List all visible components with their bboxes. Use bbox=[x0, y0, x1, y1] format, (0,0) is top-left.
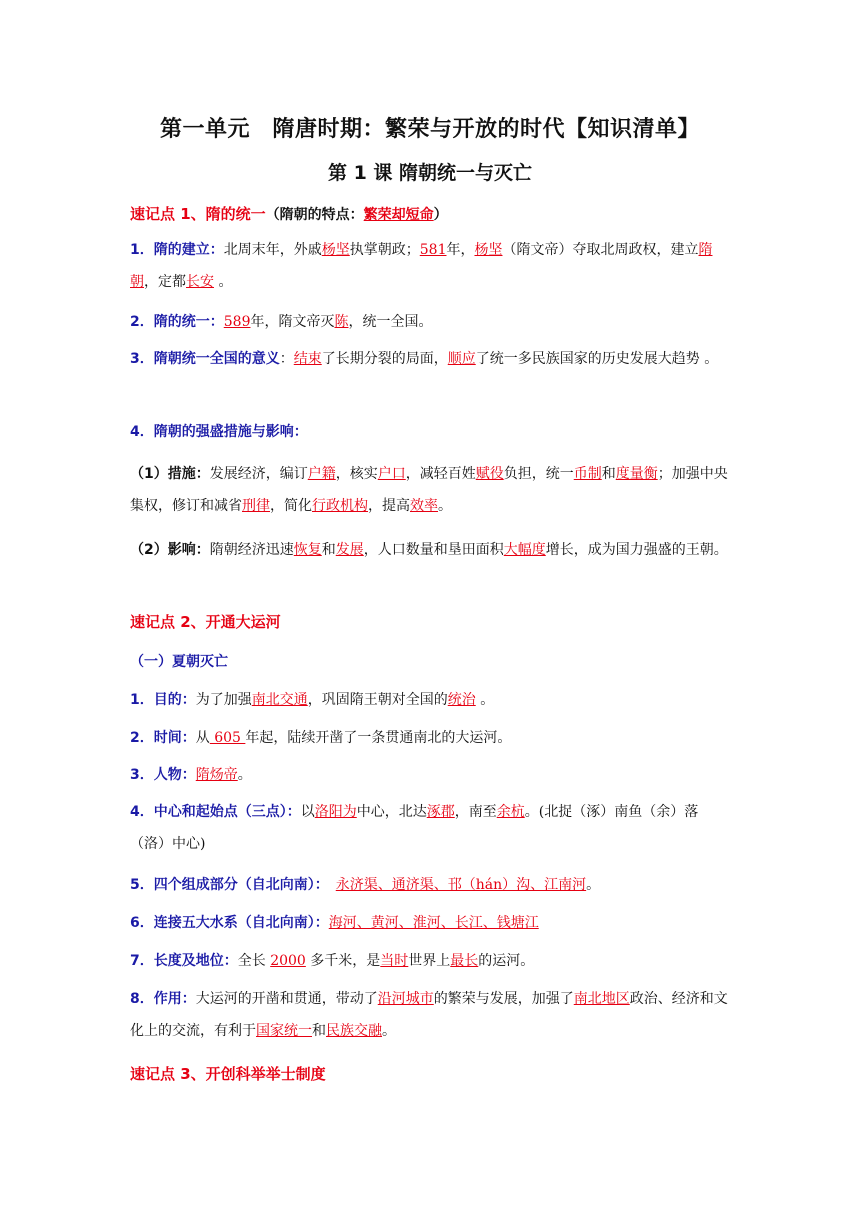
text: 多千米，是 bbox=[305, 953, 381, 969]
canal-time bbox=[130, 722, 732, 754]
item-label: 8．作用： bbox=[130, 991, 196, 1007]
text: 和 bbox=[312, 1023, 326, 1039]
item-unification-significance bbox=[130, 343, 732, 375]
text: 。 bbox=[475, 692, 495, 708]
answer: 币制 bbox=[573, 466, 602, 482]
answer: 恢复 bbox=[293, 542, 322, 558]
point-1-note-open: （隋朝的特点： bbox=[265, 207, 364, 223]
answer: 涿郡 bbox=[426, 804, 455, 820]
answer: 顺应 bbox=[447, 351, 476, 367]
answer: 洛阳为 bbox=[314, 804, 357, 820]
text: 了统一多民族国家的历史发展大趋势 。 bbox=[475, 351, 719, 367]
answer: 民族交融 bbox=[326, 1023, 382, 1039]
item-label: 3．隋朝统一全国的意义 bbox=[130, 351, 280, 367]
lesson-title: 第 1 课 隋朝统一与灭亡 bbox=[327, 162, 533, 184]
item-label: 2．隋的统一： bbox=[130, 314, 224, 330]
text: ，人口数量和垦田面积 bbox=[363, 542, 504, 558]
answer: 度量衡 bbox=[615, 466, 658, 482]
canal-length bbox=[130, 945, 732, 977]
item-label: 4．隋朝的强盛措施与影响： bbox=[130, 424, 308, 440]
text: ，简化 bbox=[270, 498, 312, 514]
answer: 当时 bbox=[380, 953, 409, 969]
canal-purpose bbox=[130, 684, 732, 716]
point-1-note-close: ） bbox=[433, 207, 448, 223]
canal-five-rivers bbox=[130, 907, 732, 939]
point-1-title: 速记点 1、隋的统一 bbox=[130, 205, 266, 223]
answer: 大幅度 bbox=[503, 542, 546, 558]
answer: 结束 bbox=[293, 351, 322, 367]
answer: 统治 bbox=[447, 692, 476, 708]
text: 年， bbox=[446, 242, 475, 258]
answer: 行政机构 bbox=[312, 498, 368, 514]
text: 政治、经济和文化上的交流，有利于 bbox=[130, 991, 728, 1039]
text: 世界上 bbox=[408, 953, 451, 969]
text: ，定都 bbox=[144, 274, 186, 290]
answer: 海河、黄河、淮河、长江、钱塘江 bbox=[328, 915, 539, 931]
canal-center-points bbox=[130, 796, 732, 860]
text: 。 bbox=[438, 498, 452, 514]
text: ，核实 bbox=[335, 466, 378, 482]
text: 。 bbox=[214, 274, 233, 290]
answer: 杨坚 bbox=[474, 242, 503, 258]
item-label: 7．长度及地位： bbox=[130, 953, 238, 969]
canal-four-parts bbox=[130, 869, 732, 901]
text: 大运河的开凿和贯通，带动了 bbox=[195, 991, 378, 1007]
text: ，提高 bbox=[368, 498, 410, 514]
answer: 户口 bbox=[377, 466, 406, 482]
text: 和 bbox=[601, 466, 616, 482]
item-label: 5．四个组成部分（自北向南）： bbox=[130, 877, 322, 893]
point-2-heading bbox=[130, 606, 732, 639]
item-label: 2．时间： bbox=[130, 730, 196, 746]
text: 了长期分裂的局面， bbox=[321, 351, 448, 367]
answer: 南北地区 bbox=[573, 991, 630, 1007]
text: 执掌朝政； bbox=[349, 242, 420, 258]
text: ，统一全国。 bbox=[348, 314, 433, 330]
answer: 589 bbox=[223, 314, 251, 330]
point-3-title: 速记点 3、开创科举举士制度 bbox=[130, 1065, 326, 1083]
answer: 发展 bbox=[335, 542, 364, 558]
text: 北周末年，外戚 bbox=[223, 242, 322, 258]
item-sui-unification bbox=[130, 306, 732, 338]
text: ： bbox=[279, 351, 294, 367]
item-label: （2）影响： bbox=[130, 542, 210, 558]
text: 以 bbox=[300, 804, 315, 820]
point-2-title: 速记点 2、开通大运河 bbox=[130, 613, 281, 631]
text: 负担，统一 bbox=[503, 466, 574, 482]
item-measures bbox=[130, 458, 732, 522]
answer: 隋炀帝 bbox=[195, 767, 238, 783]
text: 为了加强 bbox=[195, 692, 252, 708]
text: 年，隋文帝灭 bbox=[250, 314, 335, 330]
item-label: 1．目的： bbox=[130, 692, 196, 708]
text bbox=[322, 877, 336, 893]
text: 年起，陆续开凿了一条贯通南北的大运河。 bbox=[245, 730, 512, 746]
text: （隋文帝）夺取北周政权，建立 bbox=[502, 242, 699, 258]
answer: 户籍 bbox=[307, 466, 336, 482]
answer: 2000 bbox=[270, 953, 306, 969]
item-label: 1．隋的建立： bbox=[130, 242, 224, 258]
text: 隋朝经济迅速 bbox=[209, 542, 294, 558]
text: 的繁荣与发展，加强了 bbox=[433, 991, 574, 1007]
text: 增长，成为国力强盛的王朝。 bbox=[545, 542, 728, 558]
point-1-note-emphasis: 繁荣却短命 bbox=[363, 207, 434, 223]
text: 。(北捉（涿）南鱼（余）落（洛）中心) bbox=[130, 804, 699, 852]
text: ，南至 bbox=[454, 804, 497, 820]
item-sui-founding bbox=[130, 234, 732, 298]
point-1-heading bbox=[130, 198, 732, 231]
answer: 南北交通 bbox=[251, 692, 308, 708]
text: 和 bbox=[321, 542, 336, 558]
text: ；加强中央集权，修订和减省 bbox=[130, 466, 728, 514]
answer: 沿河城市 bbox=[377, 991, 434, 1007]
answer: 永济渠、通济渠、邗（hán）沟、江南河 bbox=[335, 877, 587, 893]
item-prosperity-measures bbox=[130, 416, 732, 448]
answer: 杨坚 bbox=[321, 242, 350, 258]
item-label: （1）措施： bbox=[130, 466, 210, 482]
answer: 605 bbox=[209, 730, 246, 746]
answer: 刑律 bbox=[242, 498, 270, 514]
answer: 长安 bbox=[186, 274, 214, 290]
point-2-subheading bbox=[130, 646, 732, 678]
text: 。 bbox=[237, 767, 252, 783]
item-influence bbox=[130, 534, 732, 566]
answer: 效率 bbox=[410, 498, 438, 514]
text: ，减轻百姓 bbox=[405, 466, 476, 482]
subheading: （一）夏朝灭亡 bbox=[130, 654, 228, 670]
text: 的运河。 bbox=[478, 953, 535, 969]
unit-title: 第一单元 隋唐时期：繁荣与开放的时代【知识清单】 bbox=[159, 117, 700, 142]
text: 从 bbox=[195, 730, 210, 746]
text: 中心，北达 bbox=[356, 804, 427, 820]
item-label: 4．中心和起始点（三点）： bbox=[130, 804, 301, 820]
text: 发展经济，编订 bbox=[209, 466, 308, 482]
answer: 陈 bbox=[334, 314, 349, 330]
text: 。 bbox=[382, 1023, 396, 1039]
item-label: 3．人物： bbox=[130, 767, 196, 783]
text: 全长 bbox=[237, 953, 271, 969]
answer: 赋役 bbox=[475, 466, 504, 482]
item-label: 6．连接五大水系（自北向南）： bbox=[130, 915, 329, 931]
answer: 581 bbox=[419, 242, 447, 258]
answer: 国家统一 bbox=[256, 1023, 312, 1039]
point-3-heading bbox=[130, 1058, 732, 1091]
answer: 隋朝 bbox=[130, 242, 713, 290]
text: ，巩固隋王朝对全国的 bbox=[307, 692, 448, 708]
text: 。 bbox=[586, 877, 601, 893]
canal-effect bbox=[130, 983, 732, 1047]
canal-person bbox=[130, 759, 732, 791]
answer: 最长 bbox=[450, 953, 479, 969]
answer: 余杭 bbox=[496, 804, 525, 820]
